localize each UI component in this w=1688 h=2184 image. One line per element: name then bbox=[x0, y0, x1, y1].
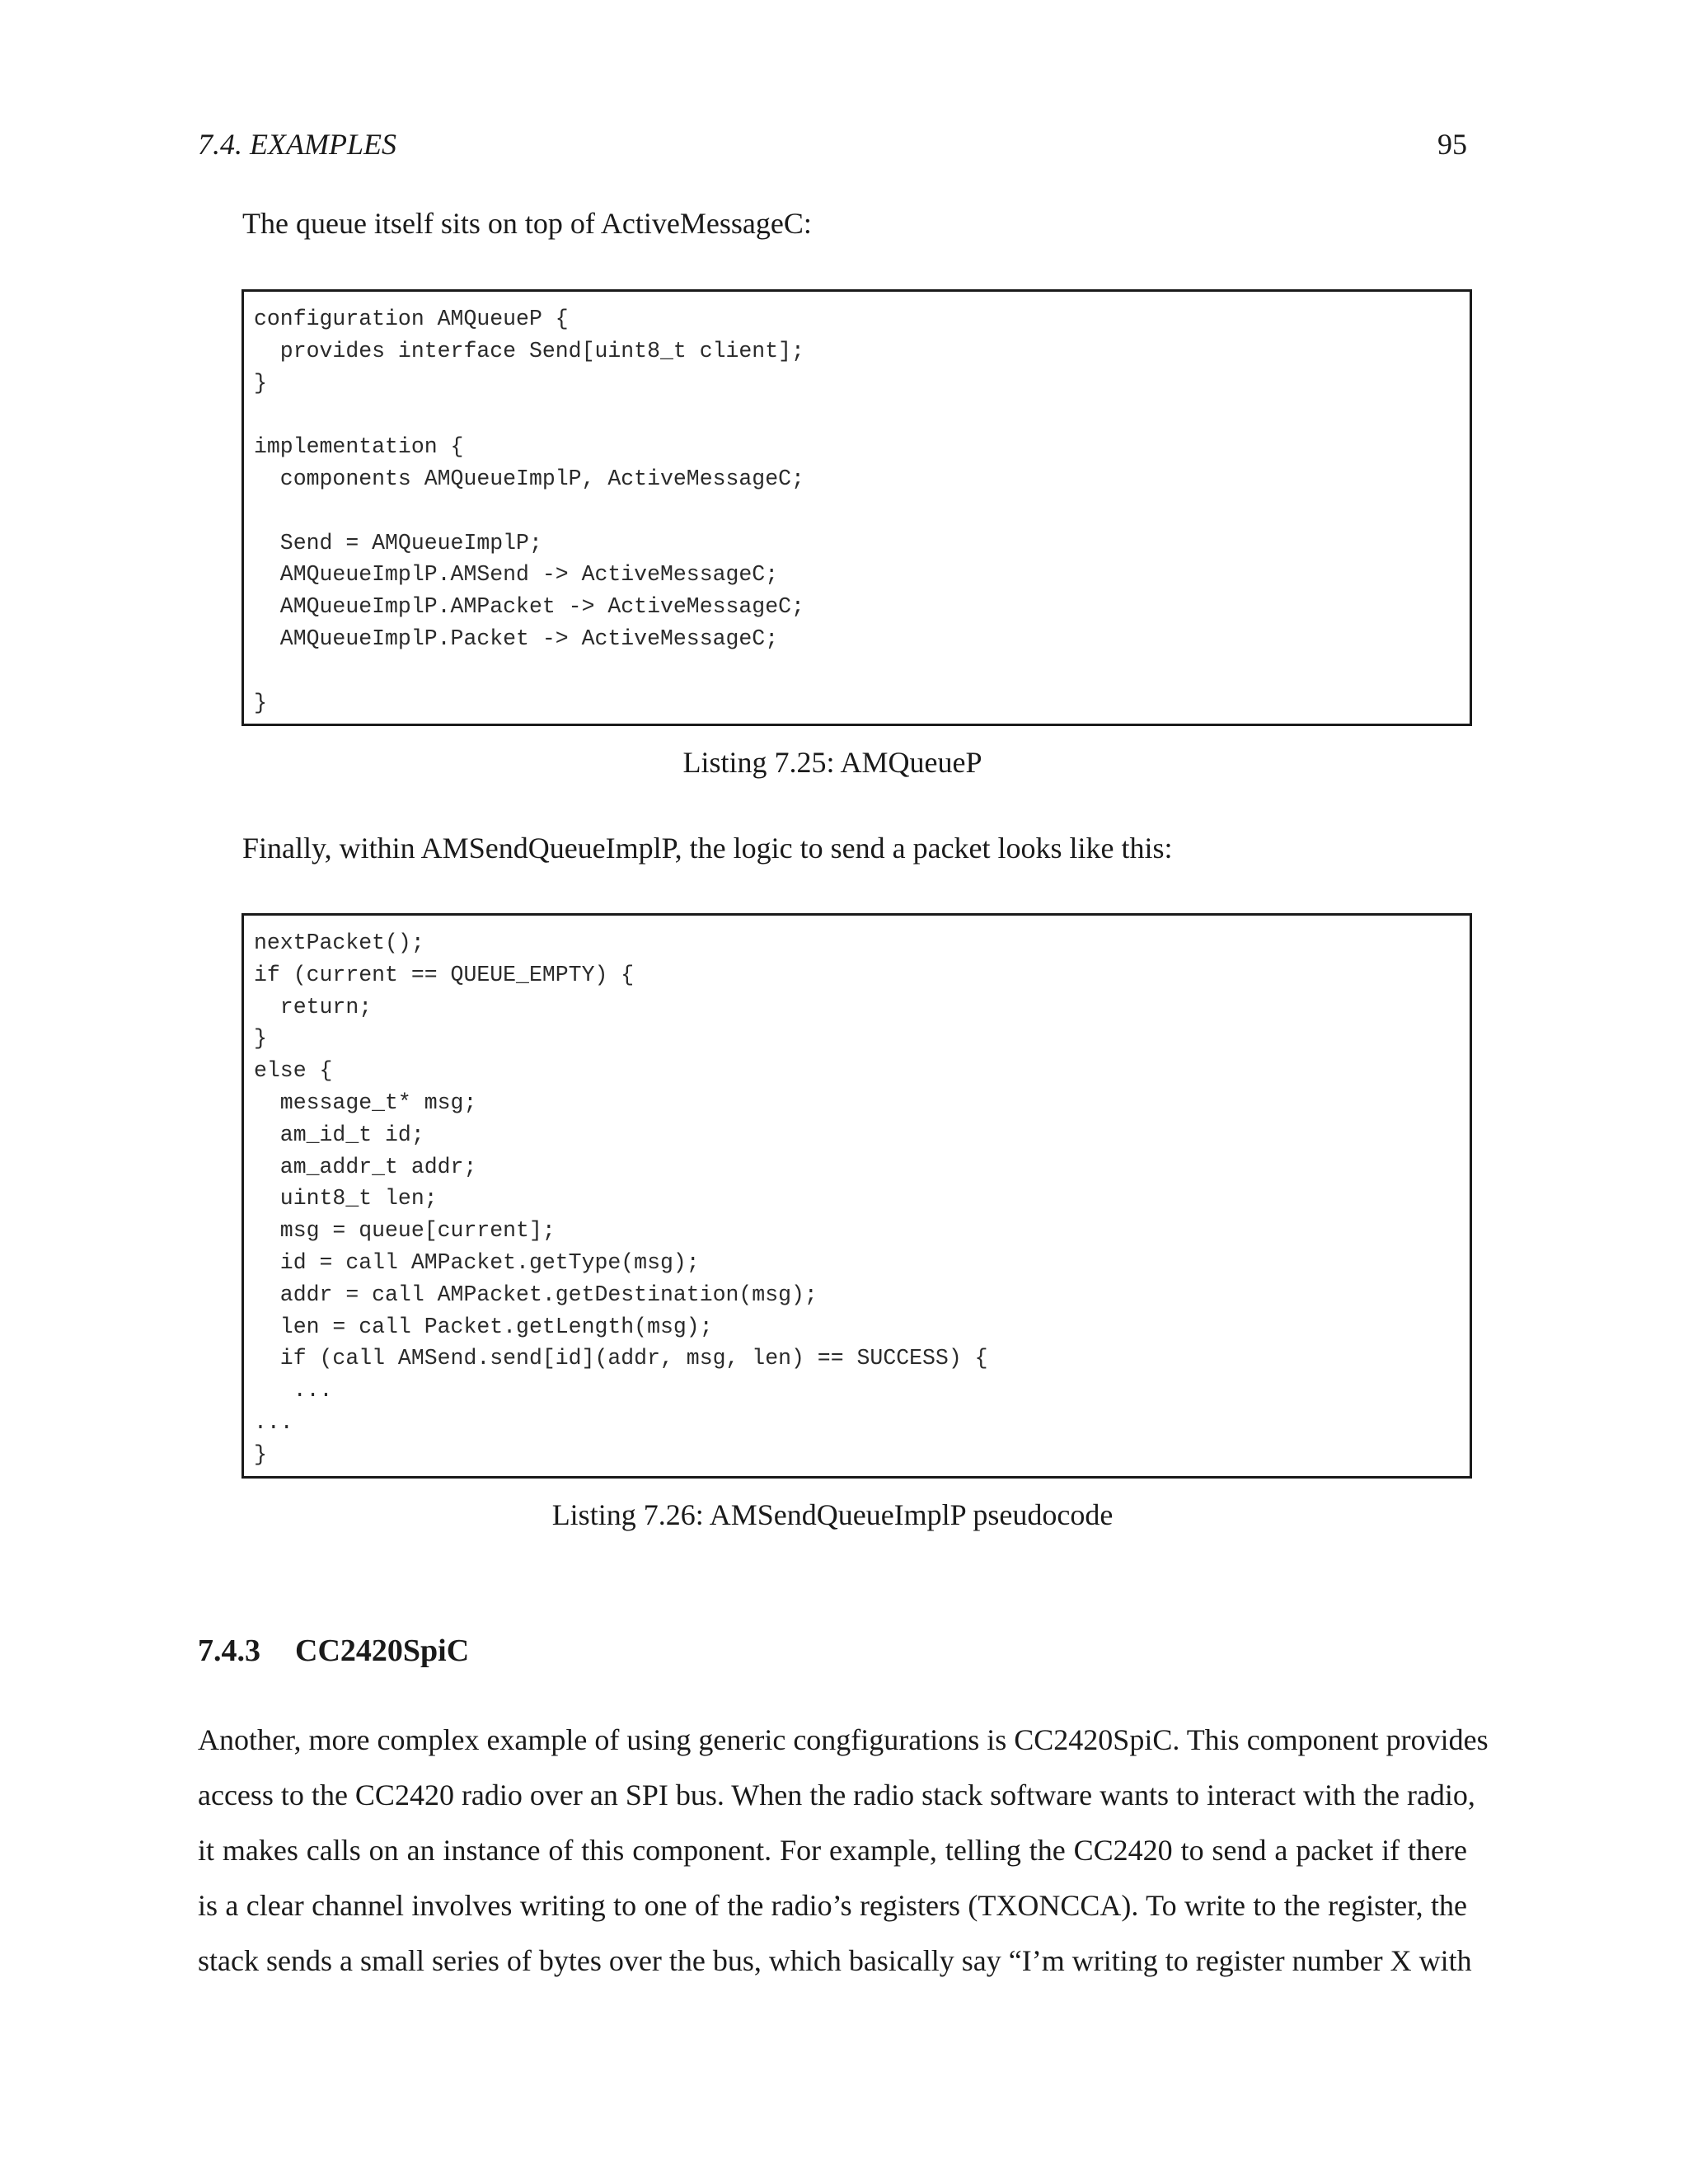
code-line: ... bbox=[254, 1378, 333, 1404]
page-number: 95 bbox=[1437, 128, 1467, 161]
code-line: } bbox=[254, 370, 267, 396]
body-paragraph bbox=[198, 1713, 1489, 1989]
body-line: access to the CC2420 radio over an SPI bus. When the radio stack software wants to interact with the radio, bbox=[198, 1779, 1475, 1811]
code-line: AMQueueImplP.Packet -> ActiveMessageC; bbox=[254, 626, 779, 651]
code-line: nextPacket(); bbox=[254, 930, 424, 955]
intro-paragraph-2: Finally, within AMSendQueueImplP, the logic to send a packet looks like this: bbox=[242, 832, 1173, 865]
code-line: } bbox=[254, 1441, 267, 1467]
code-line bbox=[254, 655, 1470, 687]
listing-caption-7-25: Listing 7.25: AMQueueP bbox=[682, 746, 982, 779]
code-line: else { bbox=[254, 1058, 333, 1084]
code-line bbox=[254, 399, 1470, 431]
code-line: AMQueueImplP.AMSend -> ActiveMessageC; bbox=[254, 562, 779, 588]
body-line: stack sends a small series of bytes over the bus, which basically say “I’m writing to register number X with bbox=[198, 1944, 1472, 1977]
code-line: } bbox=[254, 1026, 267, 1052]
code-line: if (call AMSend.send[id](addr, msg, len) == SUCCESS) { bbox=[254, 1346, 988, 1371]
code-line: am_addr_t addr; bbox=[254, 1154, 477, 1179]
code-listing-amsendqueueimplp bbox=[241, 913, 1472, 1479]
body-line: is a clear channel involves writing to one of the radio’s registers (TXONCCA). To write to the register, the bbox=[198, 1889, 1467, 1922]
code-line: len = call Packet.getLength(msg); bbox=[254, 1314, 713, 1339]
intro-paragraph-1: The queue itself sits on top of ActiveMessageC: bbox=[242, 207, 812, 240]
code-line: am_id_t id; bbox=[254, 1122, 424, 1147]
running-head-section: 7.4. EXAMPLES bbox=[198, 128, 396, 161]
code-line: components AMQueueImplP, ActiveMessageC; bbox=[254, 466, 804, 491]
code-line: configuration AMQueueP { bbox=[254, 307, 569, 331]
subsection-number: 7.4.3 bbox=[198, 1633, 260, 1668]
code-line: Send = AMQueueImplP; bbox=[254, 530, 542, 555]
body-line: Another, more complex example of using generic congfigurations is CC2420SpiC. This component provides bbox=[198, 1723, 1489, 1756]
listing-caption-7-26: Listing 7.26: AMSendQueueImplP pseudocode bbox=[551, 1498, 1114, 1531]
code-line: uint8_t len; bbox=[254, 1186, 438, 1212]
code-line: message_t* msg; bbox=[254, 1090, 477, 1115]
code-line: } bbox=[254, 690, 267, 715]
running-head bbox=[198, 125, 1467, 163]
code-line: provides interface Send[uint8_t client]; bbox=[254, 338, 804, 363]
body-line: it makes calls on an instance of this component. For example, telling the CC2420 to send a packet if there bbox=[198, 1834, 1467, 1867]
code-line: return; bbox=[254, 994, 373, 1019]
code-line: AMQueueImplP.AMPacket -> ActiveMessageC; bbox=[254, 594, 804, 620]
code-line: msg = queue[current]; bbox=[254, 1218, 556, 1244]
code-line bbox=[254, 495, 1470, 527]
code-listing-amqueuep bbox=[241, 289, 1472, 726]
code-line: ... bbox=[254, 1409, 293, 1435]
subsection-heading bbox=[198, 1630, 469, 1671]
subsection-title: CC2420SpiC bbox=[295, 1633, 470, 1668]
code-line: addr = call AMPacket.getDestination(msg); bbox=[254, 1282, 818, 1307]
code-line: if (current == QUEUE_EMPTY) { bbox=[254, 962, 635, 987]
code-line: id = call AMPacket.getType(msg); bbox=[254, 1249, 700, 1275]
code-line: implementation { bbox=[254, 434, 464, 460]
